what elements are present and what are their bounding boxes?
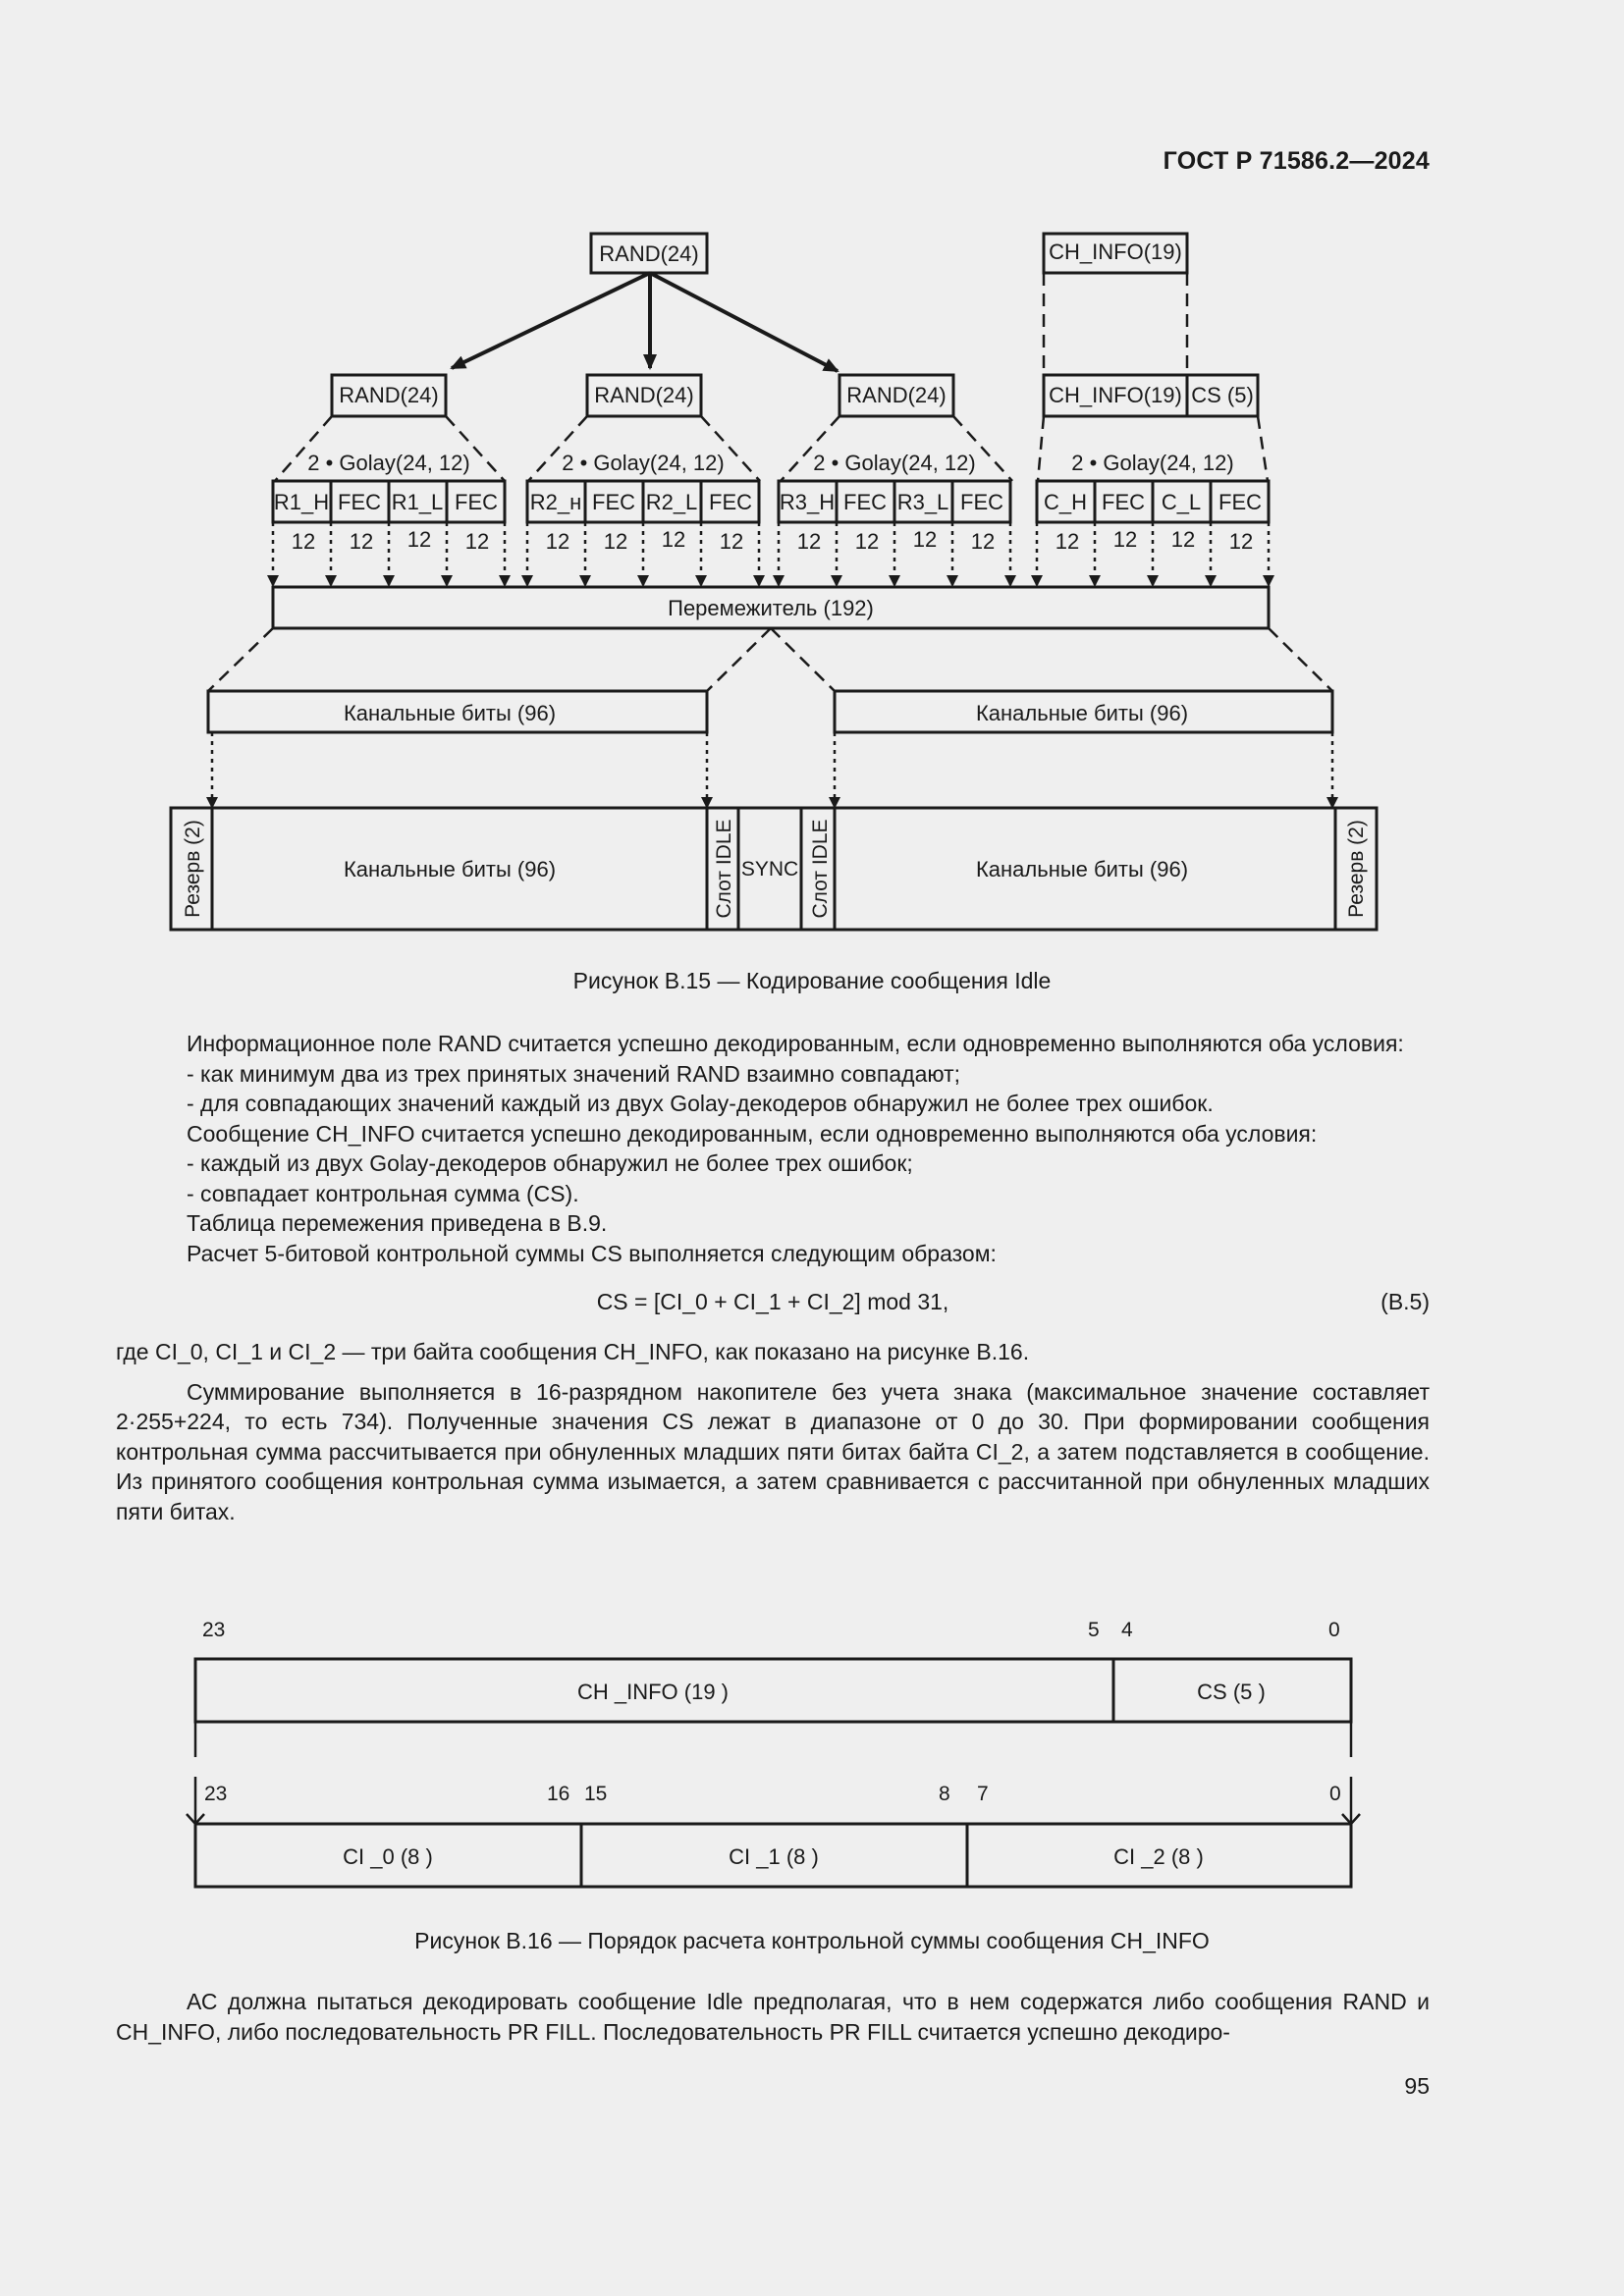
bits-label: 12 (970, 529, 996, 554)
bit-label-15: 15 (584, 1783, 608, 1805)
bit-label-23-bottom: 23 (204, 1783, 228, 1805)
paragraph: Суммирование выполняется в 16-разрядном накопителе без учета знака (максимальное значение составляет 2·255+224, то есть 734). Полученные значения CS лежат в диапазоне от 0 до 30. При формировании сообщения контрольная сумма рассчитывается при обнуленных младших пяти битах байта CI_2, а затем подставляется в сообщение. Из принятого сообщения контрольная сумма изымается, а затем сравнивается с рассчитанной при обнуленных младших пяти битах. (116, 1378, 1430, 1524)
group-1-cell-1: R1_H (273, 490, 330, 514)
bit-label-7: 7 (977, 1783, 989, 1805)
bits-label: 12 (464, 529, 490, 554)
top-chinfo-label: CH_INFO(19) (1049, 240, 1182, 264)
interleaver-label: Перемежитель (192) (668, 596, 874, 620)
chinfo-field-label: CH _INFO (19 ) (576, 1680, 730, 1704)
golay-label-1: 2 • Golay(24, 12) (307, 451, 470, 475)
paragraph: Информационное поле RAND считается успешно декодированным, если одновременно выполняются оба условия: (187, 1031, 1404, 1056)
group-2-cell-4: FEC (709, 490, 752, 514)
arrow-rand-3 (650, 273, 838, 371)
group-1-cell-4: FEC (455, 490, 498, 514)
bits-label: 12 (1228, 529, 1254, 554)
bits-label: 12 (1112, 527, 1138, 552)
group-2-cell-2: FEC (592, 490, 635, 514)
paragraph: Сообщение CH_INFO считается успешно декодированным, если одновременно выполняются оба условия: (187, 1120, 1318, 1147)
bits-label: 12 (545, 529, 570, 554)
channel-bits-label-right: Канальные биты (96) (975, 701, 1189, 725)
group-4-cell-1: C_H (1043, 490, 1088, 514)
arrow-rand-1 (452, 273, 650, 368)
bits-label: 12 (291, 529, 316, 554)
group-4-cell-2: FEC (1102, 490, 1145, 514)
group-1-cell-3: R1_L (391, 490, 444, 514)
page-number: 95 (1404, 2073, 1430, 2099)
list-item: - как минимум два из трех принятых значений RAND взаимно совпадают; (187, 1060, 961, 1087)
group-3-cell-3: R3_L (896, 490, 949, 514)
list-item: - для совпадающих значений каждый из двух Golay-декодеров обнаружил не более трех ошибок. (187, 1091, 1214, 1116)
group-2-cell-3: R2_L (645, 490, 698, 514)
interleaver-fan-lines (208, 628, 1332, 691)
chinfo-label: CH_INFO(19) (1049, 383, 1182, 407)
ci2-label: CI _2 (8 ) (1113, 1844, 1204, 1869)
burst-channel-bits-left: Канальные биты (96) (343, 857, 557, 881)
burst-channel-bits-right: Канальные биты (96) (975, 857, 1189, 881)
bits-label: 12 (349, 529, 374, 554)
bit-label-0-top: 0 (1328, 1619, 1340, 1641)
formula-text: CS = [CI_0 + CI_1 + CI_2] mod 31, (596, 1289, 949, 1314)
golay-label-2: 2 • Golay(24, 12) (562, 451, 725, 475)
idle-slot-label-left: Слот IDLE (713, 819, 735, 919)
bit-label-23-top: 23 (202, 1619, 226, 1641)
golay-label-3: 2 • Golay(24, 12) (813, 451, 976, 475)
paragraph: Расчет 5-битовой контрольной суммы CS выполняется следующим образом: (187, 1240, 997, 1266)
burst-arrows (212, 732, 1332, 807)
reserve-label-right: Резерв (2) (1345, 820, 1368, 918)
cs-field-label: CS (5 ) (1197, 1680, 1266, 1704)
bits-label: 12 (796, 529, 822, 554)
paragraph: где CI_0, CI_1 и CI_2 — три байта сообщения CH_INFO, как показано на рисунке В.16. (116, 1339, 1030, 1364)
bit-label-8: 8 (939, 1783, 950, 1805)
paragraph: Таблица перемежения приведена в В.9. (187, 1210, 608, 1236)
top-rand-label: RAND(24) (599, 241, 699, 266)
bits-label: 12 (719, 529, 744, 554)
rand-label-3: RAND(24) (846, 383, 947, 407)
bits-label: 12 (912, 527, 938, 552)
reserve-label-left: Резерв (2) (182, 820, 204, 918)
group-1-cell-2: FEC (338, 490, 381, 514)
channel-bits-label-left: Канальные биты (96) (343, 701, 557, 725)
standard-header: ГОСТ Р 71586.2—2024 (1163, 147, 1430, 175)
bit-label-0-bottom: 0 (1329, 1783, 1341, 1805)
bit-label-16: 16 (547, 1783, 570, 1805)
cs-label: CS (5) (1191, 383, 1254, 407)
chinfo-cs-field (195, 1659, 1351, 1722)
bits-label: 12 (1055, 529, 1080, 554)
golay-label-4: 2 • Golay(24, 12) (1071, 451, 1234, 475)
ci1-label: CI _1 (8 ) (729, 1844, 819, 1869)
paragraph: АС должна пытаться декодировать сообщение Idle предполагая, что в нем содержатся либо сообщения RAND и CH_INFO, либо последовательность PR FILL. Последовательность PR FILL считается успешно декодиро- (116, 1989, 1430, 2045)
sync-label: SYNC (740, 858, 799, 881)
ci0-label: CI _0 (8 ) (343, 1844, 433, 1869)
list-item: - совпадает контрольная сумма (CS). (187, 1180, 579, 1206)
bit-label-5: 5 (1088, 1619, 1100, 1641)
body-text-2 (116, 1987, 1430, 2047)
bits-label: 12 (1170, 527, 1196, 552)
group-2-cell-1: R2_н (529, 490, 582, 514)
figure-b15-caption: Рисунок В.15 — Кодирование сообщения Idle (572, 968, 1052, 993)
bits-label: 12 (854, 529, 880, 554)
body-text-1 (116, 1029, 1430, 1526)
group-4-cell-3: C_L (1161, 490, 1202, 514)
rand-label-2: RAND(24) (594, 383, 694, 407)
figure-b16-caption: Рисунок В.16 — Порядок расчета контрольной суммы сообщения CH_INFO (414, 1928, 1210, 1953)
formula-b5 (116, 1280, 1430, 1323)
rand-label-1: RAND(24) (339, 383, 439, 407)
list-item: - каждый из двух Golay-декодеров обнаружил не более трех ошибок; (187, 1150, 913, 1176)
group-3-cell-1: R3_H (779, 490, 836, 514)
group-3-cell-4: FEC (960, 490, 1003, 514)
group-3-cell-2: FEC (843, 490, 887, 514)
bits-label: 12 (661, 527, 686, 552)
bits-label: 12 (406, 527, 432, 552)
bits-label: 12 (603, 529, 628, 554)
formula-number: (В.5) (1380, 1289, 1430, 1314)
group-4-cell-4: FEC (1218, 490, 1262, 514)
bit-label-4: 4 (1121, 1619, 1133, 1641)
idle-slot-label-right: Слот IDLE (809, 819, 832, 919)
